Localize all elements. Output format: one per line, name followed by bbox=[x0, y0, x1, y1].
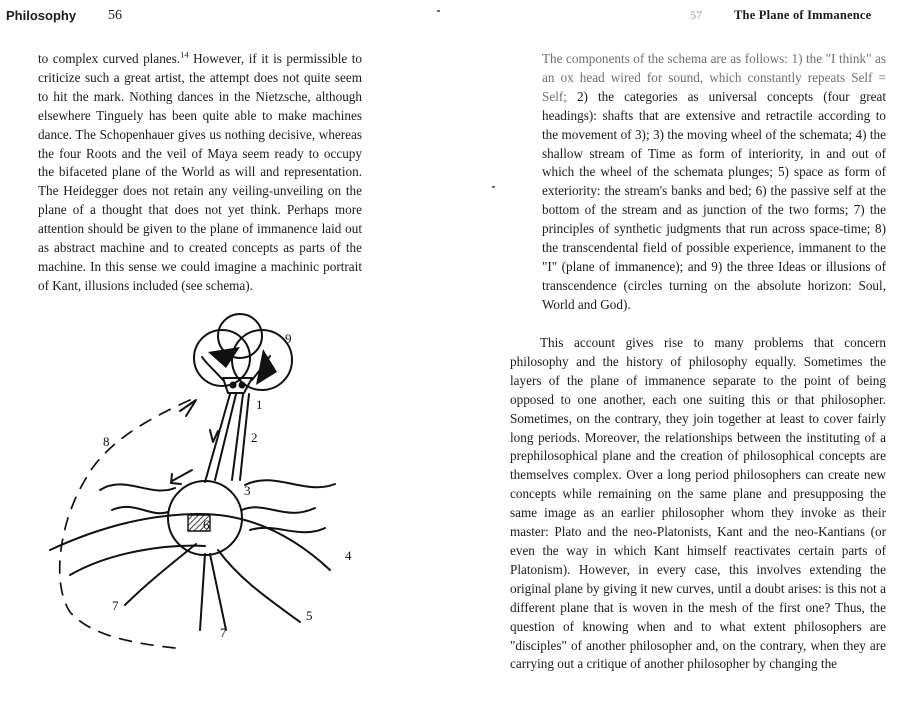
left-paragraph bbox=[38, 50, 362, 296]
page-speck bbox=[437, 10, 440, 12]
principle-line-4 bbox=[218, 550, 300, 622]
time-wave-1 bbox=[100, 484, 175, 490]
time-wave-4 bbox=[242, 507, 315, 513]
account-paragraph: This account gives rise to many problems that concern philosophy and the history of philosophy equally. Sometimes the layers of the plane of immanence separate to the point of being opposed to one another, each one suiting this or that philosopher. Sometimes, on the contrary, they join together at least to cover fairly long periods. Moreover, the relationships between the instituting of a prephilosophical plane and the creation of philosophical concepts are themselves complex. Over a long period philosophers can create new concepts while remaining on the same plane and presupposing the same image as an earlier philosopher whom they invoke as their master: Plato and the neo-Platonists, Kant and the neo-Kantians (or even the way in which Kant himself reactivates certain parts of Platonism). However, in every case, this involves extending the original plane by giving it new curves, until a doubt arises: is this not a different plane that is woven in the mesh of the first one? Thus, the question of knowing when and to what extent philosophers are "disciples" of another philosopher and, on the contrary, when they are carrying out a critique of another philosopher by changing the bbox=[510, 335, 886, 672]
schema-label-1: 1 bbox=[256, 397, 263, 412]
left-paragraph-rest: However, if it is permissible to criticize such a great artist, the attempt does not quite seem to hit the mark. Nothing dances in the Nietzsche, although elsewhere Tinguely has been quite able to make machines dance. The Schopenhauer gives us nothing decisive, whereas the four Roots and the veil of Maya seem ready to occupy the bifaceted plane of the World as will and representation. The Heidegger does not retain any veiling-unveiling on the plane of a thought that does not yet think. Perhaps more attention should be given to the plane of immanence laid out as abstract machine and to created concepts as parts of the machine. In this sense we could imagine a machinic portrait of Kant, illusions included (see schema). bbox=[38, 51, 362, 293]
schema-label-9: 9 bbox=[285, 331, 292, 346]
schema-label-2: 2 bbox=[251, 430, 258, 445]
schema-label-6: 6 bbox=[203, 517, 210, 532]
principle-line-2 bbox=[200, 554, 205, 630]
schema-label-3: 3 bbox=[244, 483, 251, 498]
schema-label-7-left: 7 bbox=[112, 598, 119, 613]
schema-components-list bbox=[542, 50, 886, 315]
components-faint-text: The components of the schema are as follows: 1) the "I think" as an ox head wired for sound, which constantly repeats Self = Self; bbox=[542, 51, 886, 104]
schema-label-4: 4 bbox=[345, 548, 352, 563]
schema-label-5: 5 bbox=[306, 608, 313, 623]
footnote-reference: 14 bbox=[180, 49, 189, 60]
left-page-number: 56 bbox=[108, 8, 122, 23]
schema-label-7-bottom: 7 bbox=[220, 625, 227, 640]
ox-eye-right bbox=[240, 383, 245, 388]
right-running-head: The Plane of Immanence bbox=[734, 8, 872, 22]
schema-label-8: 8 bbox=[103, 434, 110, 449]
left-running-head: Philosophy bbox=[6, 8, 77, 23]
right-page bbox=[450, 0, 900, 702]
components-text: 2) the categories as universal concepts (four great headings): shafts that are extensive and retractile according to the movement of 3); 3) the moving wheel of the schemata; 4) the shallow stream of Time as form of interiority, in and out of which the wheel of the schemata plunges; 5) space as form of exteriority: the stream's banks and bed; 6) the passive self at the bottom of the stream and as junction of the two forms; 7) the principles of synthetic judgments that run across space-time; 8) the transcendental field of possible experience, immanent to the "I" (plane of immanence); and 9) the three Ideas or illusions of transcendence (circles turning on the absolute horizon: Soul, World and God). bbox=[542, 88, 886, 312]
time-wave-2 bbox=[245, 480, 335, 487]
right-page-number: 57 bbox=[690, 8, 702, 22]
kant-machine-schema bbox=[0, 300, 450, 700]
principle-line-3 bbox=[210, 554, 226, 630]
left-paragraph-start: to complex curved planes. bbox=[38, 51, 181, 66]
time-wave-5 bbox=[250, 528, 325, 532]
dashed-arrowhead bbox=[180, 400, 196, 416]
time-wave-3 bbox=[112, 507, 168, 513]
principle-line-1 bbox=[125, 544, 196, 605]
ox-eye-left bbox=[231, 383, 236, 388]
arrow-to-wheel bbox=[172, 470, 192, 481]
right-horn-fill bbox=[256, 349, 277, 385]
page-speck bbox=[492, 186, 495, 188]
